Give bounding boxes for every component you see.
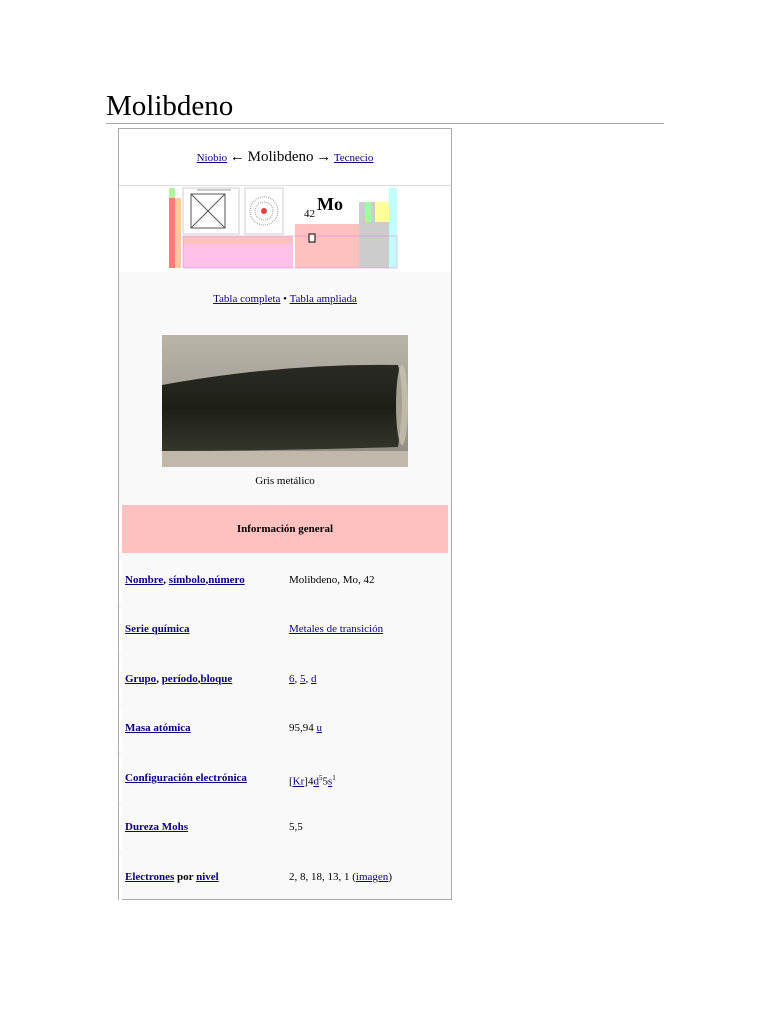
- mohs-value: 5,5: [289, 821, 303, 833]
- separator: ,: [163, 574, 169, 586]
- row-separator: [119, 608, 122, 652]
- close-paren: ): [388, 871, 392, 883]
- property-row-name: [119, 557, 451, 603]
- atomic-number: 42: [304, 208, 315, 220]
- element-symbol: Mo: [317, 194, 343, 214]
- page-title: Molibdeno: [106, 90, 234, 122]
- symbol-link[interactable]: símbolo: [168, 574, 206, 586]
- s-orbital-link[interactable]: s: [327, 775, 333, 788]
- separator: por: [174, 871, 197, 883]
- config-sup: 1: [332, 774, 336, 782]
- current-element: Molibdeno: [247, 149, 314, 165]
- config-sup: 5: [318, 774, 323, 782]
- element-photo-row: [119, 326, 451, 502]
- tables-links-row: [119, 273, 451, 325]
- periodic-table-image[interactable]: [119, 186, 451, 272]
- next-arrow: →: [316, 149, 332, 165]
- row-separator: [119, 707, 122, 751]
- atomic-mass-value: 95,94: [289, 722, 317, 734]
- title-divider: [106, 123, 664, 124]
- prev-arrow: ←: [229, 149, 245, 165]
- atomic-mass-link[interactable]: Masa atómica: [125, 722, 191, 734]
- level-link[interactable]: nivel: [196, 871, 219, 883]
- property-row-series: [119, 606, 451, 652]
- group-link[interactable]: Grupo: [125, 673, 157, 685]
- mass-unit-link[interactable]: u: [316, 722, 322, 734]
- group-value-link[interactable]: 6: [289, 673, 295, 685]
- periodic-table-graphic: [119, 186, 451, 272]
- separator: ,: [294, 673, 300, 685]
- separator: ,: [205, 574, 209, 586]
- separator: ,: [305, 673, 311, 685]
- electron-config-value: $[Kr]4d^55s^1$: [289, 774, 336, 788]
- row-separator: [119, 806, 122, 850]
- name-link[interactable]: Nombre: [125, 574, 164, 586]
- separator: ,: [197, 673, 201, 685]
- element-infobox: [118, 128, 452, 900]
- name-value: Molibdeno, Mo, 42: [289, 574, 375, 586]
- image-link[interactable]: imagen: [355, 871, 389, 883]
- property-row-config: [119, 755, 451, 801]
- row-separator: [119, 658, 122, 702]
- mohs-hardness-link[interactable]: Dureza Mohs: [125, 821, 189, 833]
- transition-metals-link[interactable]: Metales de transición: [289, 623, 384, 635]
- element-navigation: [119, 129, 451, 186]
- krypton-link[interactable]: Kr: [292, 775, 305, 788]
- block-value-link[interactable]: d: [311, 673, 317, 685]
- general-info-header: Información general: [122, 505, 448, 553]
- property-row-mohs: [119, 804, 451, 850]
- d-orbital-link[interactable]: d: [313, 775, 319, 788]
- row-separator: [119, 757, 122, 801]
- property-row-electrons: [119, 854, 451, 900]
- number-link[interactable]: número: [208, 574, 245, 586]
- next-element-link[interactable]: Tecnecio: [333, 152, 374, 164]
- photo-caption: Gris metálico: [255, 475, 315, 487]
- separator: ,: [156, 673, 162, 685]
- config-part: 4: [307, 775, 314, 788]
- block-link[interactable]: bloque: [200, 673, 233, 685]
- molybdenum-sample-photo[interactable]: [162, 335, 408, 467]
- full-table-link[interactable]: Tabla completa: [213, 293, 281, 305]
- electrons-link[interactable]: Electrones: [125, 871, 175, 883]
- row-separator: [119, 507, 122, 551]
- period-value-link[interactable]: 5: [300, 673, 306, 685]
- chemical-series-link[interactable]: Serie química: [125, 623, 190, 635]
- prev-element-link[interactable]: Niobio: [196, 152, 228, 164]
- config-part: 5: [322, 775, 328, 788]
- property-row-group: [119, 656, 451, 702]
- property-row-mass: [119, 705, 451, 751]
- extended-table-link[interactable]: Tabla ampliada: [289, 293, 357, 305]
- electron-config-link[interactable]: Configuración electrónica: [125, 772, 247, 784]
- bullet-separator: •: [283, 293, 288, 305]
- row-separator: [119, 856, 122, 900]
- electrons-value: 2, 8, 18, 13, 1 (: [289, 871, 356, 883]
- row-separator: [119, 559, 122, 603]
- period-link[interactable]: período: [161, 673, 198, 685]
